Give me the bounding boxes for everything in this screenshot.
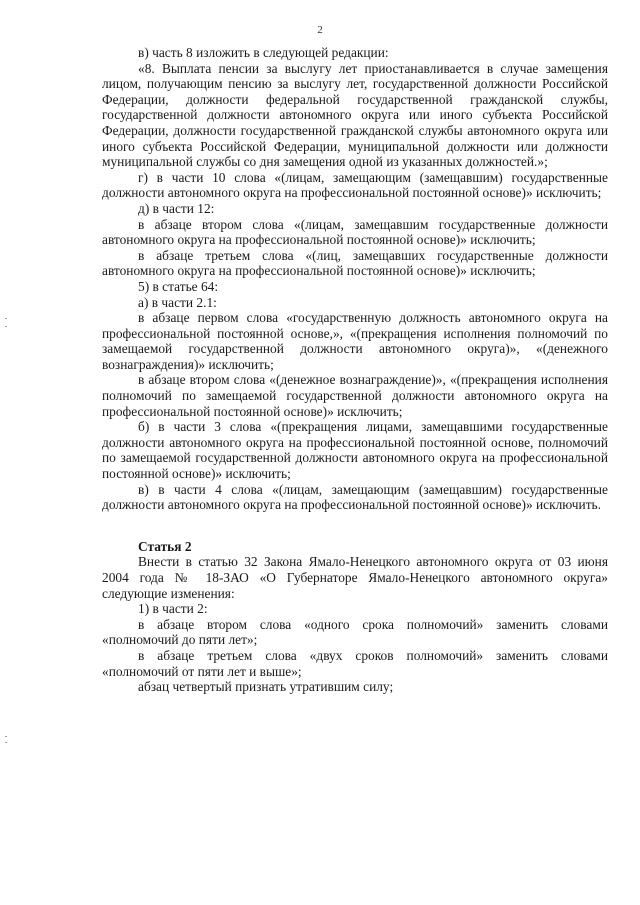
- paragraph: абзац четвертый признать утратившим силу;: [138, 679, 394, 695]
- paragraph: 1) в части 2:: [138, 601, 208, 617]
- article-heading: Статья 2: [138, 538, 192, 554]
- paragraph: «8. Выплата пенсии за выслугу лет приостанавливается в случае замещения лицом, получающим пенсию за выслугу лет, государственной должности Российской Федерации, должности федеральной государственной гражданской службы, государственной должности автономного округа или иного субъекта Российской Федерации, должности государственной гражданской службы автономного округа или иного субъекта Российской Федерации, муниципальной должности или должности муниципальной службы со дня замещения одной из указанных должностей.»;: [102, 60, 608, 170]
- scan-artifact: [5, 742, 7, 743]
- paragraph: д) в части 12:: [138, 200, 215, 216]
- paragraph: 5) в статье 64:: [138, 278, 219, 294]
- paragraph: Внести в статью 32 Закона Ямало-Ненецкого автономного округа от 03 июня 2004 года № 18-ЗАО «О Губернаторе Ямало-Ненецкого автономного округа» следующие изменения:: [102, 554, 608, 601]
- paragraph: в абзаце втором слова «(денежное вознаграждение)», «(прекращения исполнения полномочий по замещаемой государственной должности автономного округа на профессиональной постоянной основе)» исключить;: [102, 372, 608, 419]
- paragraph: а) в части 2.1:: [138, 294, 217, 310]
- paragraph: в абзаце втором слова «(лицам, замещавшим государственные должности автономного округа на профессиональной постоянной основе)» исключить;: [102, 216, 608, 248]
- paragraph: б) в части 3 слова «(прекращения лицами, замещавшими государственные должности автономного округа на профессиональной постоянной основе, полномочий по замещаемой государственной должности автономного округа на профессиональной постоянной основе)» исключить;: [102, 419, 608, 482]
- paragraph: в) часть 8 изложить в следующей редакции:: [138, 45, 389, 60]
- paragraph: в) в части 4 слова «(лицам, замещающим (замещавшим) государственные должности автономного округа на профессиональной постоянной основе)» исключить.: [102, 481, 608, 513]
- paragraph: г) в части 10 слова «(лицам, замещающим (замещавшим) государственные должности автономного округа на профессиональной постоянной основе)» исключить;: [102, 169, 608, 201]
- page-number: 2: [317, 24, 323, 36]
- scan-artifact: [5, 318, 7, 319]
- paragraph: в абзаце первом слова «государственную должность автономного округа на профессиональной постоянной основе,», «(прекращения исполнения полномочий по замещаемой государственной должности автономного округа)», «(денежного вознаграждения)» исключить;: [102, 310, 608, 372]
- paragraph: в абзаце третьем слова «(лиц, замещавших государственные должности автономного округа на профессиональной постоянной основе)» исключить;: [102, 247, 608, 279]
- paragraph: в абзаце втором слова «одного срока полномочий» заменить словами «полномочий до пяти лет»;: [102, 616, 608, 648]
- paragraph: в абзаце третьем слова «двух сроков полномочий» заменить словами «полномочий от пяти лет и выше»;: [102, 647, 608, 679]
- scan-artifact: [5, 326, 7, 327]
- scan-artifact: [5, 736, 7, 737]
- document-body: [102, 45, 608, 695]
